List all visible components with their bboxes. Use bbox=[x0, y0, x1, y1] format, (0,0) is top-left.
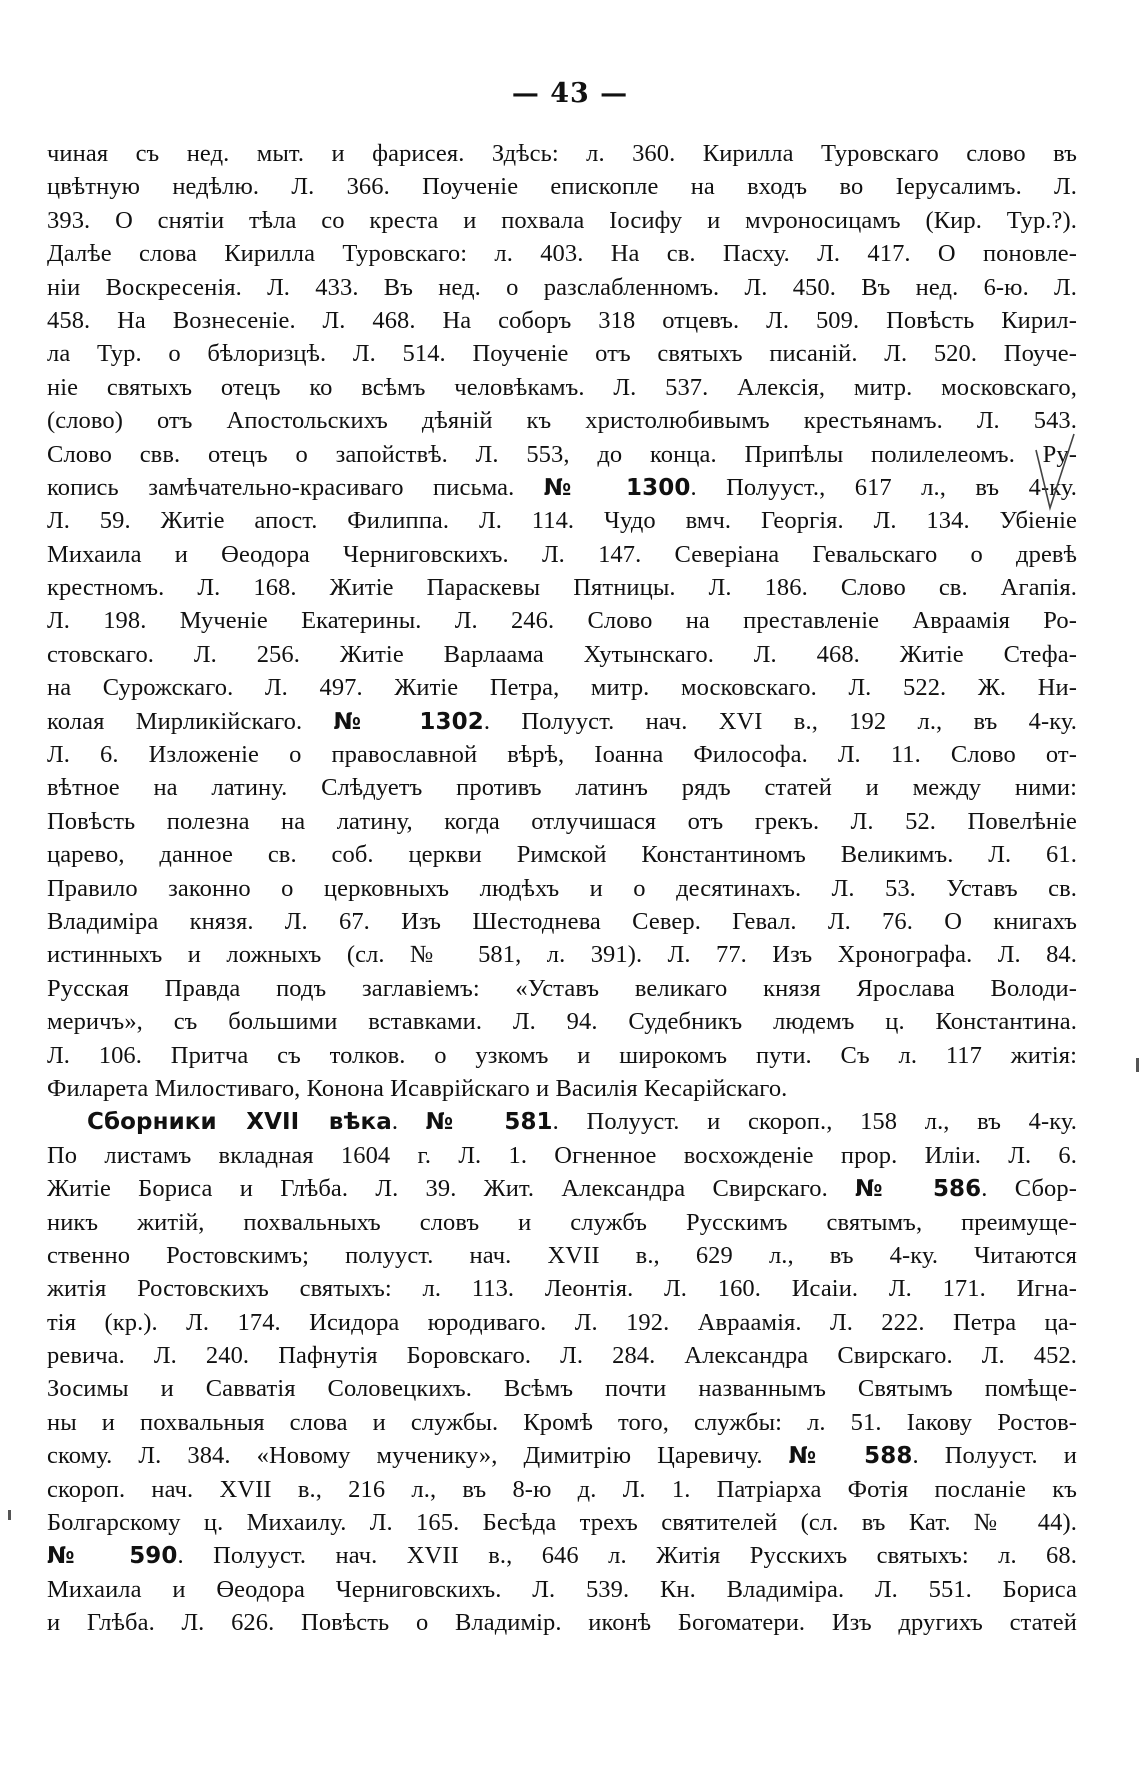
text-line bbox=[47, 571, 1077, 604]
text-line bbox=[47, 170, 1077, 203]
text-line bbox=[47, 1172, 1077, 1205]
text-line bbox=[47, 1606, 1077, 1639]
text-segment: чиная съ нед. мыт. и фарисея. Здѣсь: л. 360. Кирилла Туровскаго слово въ bbox=[47, 140, 1077, 167]
text-segment: Житіе Бориса и Глѣба. Л. 39. Жит. Александра Свирскаго. bbox=[47, 1175, 856, 1203]
text-segment: истинныхъ и ложныхъ (сл. № 581, л. 391). Л. 77. Изъ Хронографа. Л. 84. bbox=[47, 941, 1077, 969]
bold-text: № 1302 bbox=[333, 708, 484, 735]
text-line bbox=[47, 604, 1077, 637]
text-line bbox=[47, 371, 1077, 404]
bold-text: Сборники XVII вѣка bbox=[87, 1109, 392, 1136]
text-segment: меричъ», съ большими вставками. Л. 94. Судебникъ людемъ ц. Константина. bbox=[47, 1008, 1077, 1036]
text-segment: скому. Л. 384. «Новому мученику», Димитрію Царевичу. bbox=[47, 1442, 789, 1470]
text-segment: По листамъ вкладная 1604 г. Л. 1. Огненное восхожденіе прор. Иліи. Л. 6. bbox=[47, 1141, 1077, 1169]
text-segment: Л. 198. Мученіе Екатерины. Л. 246. Слово на преставленіе Авраамія Ро- bbox=[47, 607, 1077, 635]
text-segment: . Полууст. и скороп., 158 л., въ 4-ку. bbox=[552, 1108, 1077, 1136]
text-line bbox=[47, 872, 1077, 905]
text-line bbox=[47, 1506, 1077, 1539]
text-line bbox=[47, 972, 1077, 1005]
text-segment: . Полууст. нач. XVI в., 192 л., въ 4-ку. bbox=[483, 707, 1077, 735]
text-segment: царево, данное св. соб. церкви Римской Константиномъ Великимъ. Л. 61. bbox=[47, 841, 1077, 869]
text-segment: ны и похвальныя слова и службы. Кромѣ того, службы: л. 51. Іакову Ростов- bbox=[47, 1408, 1077, 1436]
text-segment: Л. 106. Притча съ толков. о узкомъ и широкомъ пути. Съ л. 117 житія: bbox=[47, 1041, 1077, 1069]
text-block bbox=[47, 137, 1077, 1640]
text-segment: ревича. Л. 240. Пафнутія Боровскаго. Л. 284. Александра Свирскаго. Л. 452. bbox=[47, 1342, 1077, 1370]
text-segment: Слово свв. отецъ о запойствѣ. Л. 553, до конца. Припѣлы полилелеомъ. Ру- bbox=[47, 440, 1077, 468]
text-segment: ла Тур. о бѣлоризцѣ. Л. 514. Поученіе отъ святыхъ писаній. Л. 520. Поуче- bbox=[47, 340, 1077, 368]
text-segment: Болгарскому ц. Михаилу. Л. 165. Бесѣда трехъ святителей (сл. въ Кат. № 44). bbox=[47, 1509, 1077, 1537]
text-segment: . Полууст., 617 л., въ 4-ку. bbox=[690, 473, 1077, 501]
text-segment: и Глѣба. Л. 626. Повѣсть о Владимір. иконѣ Богоматери. Изъ другихъ статей bbox=[47, 1609, 1077, 1637]
text-segment: . Сбор- bbox=[981, 1175, 1077, 1203]
text-line bbox=[47, 504, 1077, 537]
text-segment: цвѣтную недѣлю. Л. 366. Поученіе епископле на входъ во Іерусалимъ. Л. bbox=[47, 173, 1077, 201]
text-segment: Л. 6. Изложеніе о православной вѣрѣ, Іоанна Философа. Л. 11. Слово от- bbox=[47, 741, 1077, 769]
text-line bbox=[47, 438, 1077, 471]
text-segment: тія (кр.). Л. 174. Исидора юродиваго. Л. 192. Авраамія. Л. 222. Петра ца- bbox=[47, 1308, 1077, 1336]
text-segment: Зосимы и Савватія Соловецкихъ. Всѣмъ почти названнымъ Святымъ помѣще- bbox=[47, 1375, 1077, 1403]
text-line bbox=[47, 1139, 1077, 1172]
text-line bbox=[47, 838, 1077, 871]
text-line bbox=[47, 638, 1077, 671]
text-segment: житія Ростовскихъ святыхъ: л. 113. Леонтія. Л. 160. Исаіи. Л. 171. Игна- bbox=[47, 1275, 1077, 1303]
text-line bbox=[47, 705, 1077, 738]
text-line bbox=[47, 1406, 1077, 1439]
text-segment: . bbox=[391, 1108, 426, 1136]
bold-text: № 581 bbox=[425, 1109, 553, 1136]
text-segment: ственно Ростовскимъ; полууст. нач. XVII в., 629 л., въ 4-ку. Читаются bbox=[47, 1241, 1077, 1269]
text-line bbox=[47, 1473, 1077, 1506]
text-line bbox=[47, 905, 1077, 938]
bold-text: № 588 bbox=[788, 1443, 913, 1470]
text-line bbox=[47, 538, 1077, 571]
text-segment: ніе святыхъ отецъ ко всѣмъ человѣкамъ. Л. 537. Алексія, митр. московскаго, bbox=[47, 373, 1077, 401]
text-line bbox=[47, 1239, 1077, 1272]
text-line bbox=[47, 1039, 1077, 1072]
text-segment: . Полууст. и bbox=[912, 1442, 1077, 1470]
text-segment: Повѣсть полезна на латину, когда отлучишася отъ грекъ. Л. 52. Повелѣніе bbox=[47, 807, 1077, 835]
text-line bbox=[47, 471, 1077, 504]
text-line bbox=[47, 938, 1077, 971]
text-line bbox=[47, 1339, 1077, 1372]
text-segment: 458. На Вознесеніе. Л. 468. На соборъ 318 отцевъ. Л. 509. Повѣсть Кирил- bbox=[47, 306, 1077, 334]
text-segment: ніи Воскресенія. Л. 433. Въ нед. о разслабленномъ. Л. 450. Въ нед. 6-ю. Л. bbox=[47, 273, 1077, 301]
text-segment: никъ житій, похвальныхъ словъ и службъ Русскимъ святымъ, преимуще- bbox=[47, 1208, 1077, 1236]
text-segment: копись замѣчательно-красиваго письма. bbox=[47, 473, 544, 501]
text-line bbox=[47, 1573, 1077, 1606]
text-segment: вѣтное на латину. Слѣдуетъ противъ латинъ рядъ статей и между ними: bbox=[47, 774, 1077, 802]
text-segment: стовскаго. Л. 256. Житіе Варлаама Хутынскаго. Л. 468. Житіе Стефа- bbox=[47, 640, 1077, 668]
text-segment: на Сурожскаго. Л. 497. Житіе Петра, митр. московскаго. Л. 522. Ж. Ни- bbox=[47, 674, 1077, 702]
text-line bbox=[47, 1306, 1077, 1339]
page-number: — 43 — bbox=[511, 78, 629, 109]
text-line bbox=[47, 771, 1077, 804]
text-line bbox=[47, 237, 1077, 270]
margin-check-mark bbox=[1030, 432, 1080, 514]
text-line bbox=[47, 1005, 1077, 1038]
text-segment: Далѣе слова Кирилла Туровскаго: л. 403. На св. Пасху. Л. 417. О поновле- bbox=[47, 240, 1077, 268]
bold-text: № 1300 bbox=[543, 474, 691, 501]
text-line bbox=[47, 271, 1077, 304]
text-line bbox=[47, 304, 1077, 337]
text-line bbox=[47, 805, 1077, 838]
text-segment: крестномъ. Л. 168. Житіе Параскевы Пятницы. Л. 186. Слово св. Агапія. bbox=[47, 574, 1077, 602]
text-segment: Михаила и Өеодора Черниговскихъ. Л. 539. Кн. Владиміра. Л. 551. Бориса bbox=[47, 1575, 1077, 1603]
margin-mark bbox=[1136, 1058, 1139, 1072]
bold-text: № 590 bbox=[47, 1543, 178, 1570]
text-line bbox=[47, 738, 1077, 771]
text-segment: Л. 59. Житіе апост. Филиппа. Л. 114. Чудо вмч. Георгія. Л. 134. Убіеніе bbox=[47, 507, 1077, 535]
text-line bbox=[47, 337, 1077, 370]
text-line bbox=[47, 1072, 1077, 1105]
text-segment: колая Мирликійскаго. bbox=[47, 707, 334, 735]
bold-text: № 586 bbox=[855, 1176, 982, 1203]
text-line bbox=[47, 671, 1077, 704]
text-segment: 393. О снятіи тѣла со креста и похвала Іосифу и мvроносицамъ (Кир. Тур.?). bbox=[47, 206, 1077, 234]
text-line bbox=[47, 137, 1077, 170]
text-segment: скороп. нач. XVII в., 216 л., въ 8-ю д. Л. 1. Патріарха Фотія посланіе къ bbox=[47, 1475, 1077, 1503]
text-line bbox=[47, 1206, 1077, 1239]
text-line bbox=[47, 204, 1077, 237]
text-line bbox=[47, 404, 1077, 437]
text-line bbox=[47, 1272, 1077, 1305]
text-segment: . Полууст. нач. XVII в., 646 л. Житія Русскихъ святыхъ: л. 68. bbox=[177, 1542, 1077, 1570]
text-segment: Русская Правда подъ заглавіемъ: «Уставъ великаго князя Ярослава Володи- bbox=[47, 974, 1077, 1002]
text-segment: Филарета Милостиваго, Конона Исаврійскаго и Василія Кесарійскаго. bbox=[47, 1074, 788, 1102]
text-segment: (слово) отъ Апостольскихъ дѣяній къ христолюбивымъ крестьянамъ. Л. 543. bbox=[47, 407, 1077, 435]
text-segment: Правило законно о церковныхъ людѣхъ и о десятинахъ. Л. 53. Уставъ св. bbox=[47, 874, 1077, 902]
text-line bbox=[47, 1439, 1077, 1472]
text-line bbox=[47, 1372, 1077, 1405]
text-segment: Владиміра князя. Л. 67. Изъ Шестоднева Север. Гевал. Л. 76. О книгахъ bbox=[47, 907, 1077, 935]
text-line bbox=[47, 1539, 1077, 1572]
margin-mark bbox=[8, 1510, 11, 1520]
text-segment: Михаила и Өеодора Черниговскихъ. Л. 147. Северіана Гевальскаго о древѣ bbox=[47, 540, 1077, 568]
text-line bbox=[47, 1105, 1077, 1138]
